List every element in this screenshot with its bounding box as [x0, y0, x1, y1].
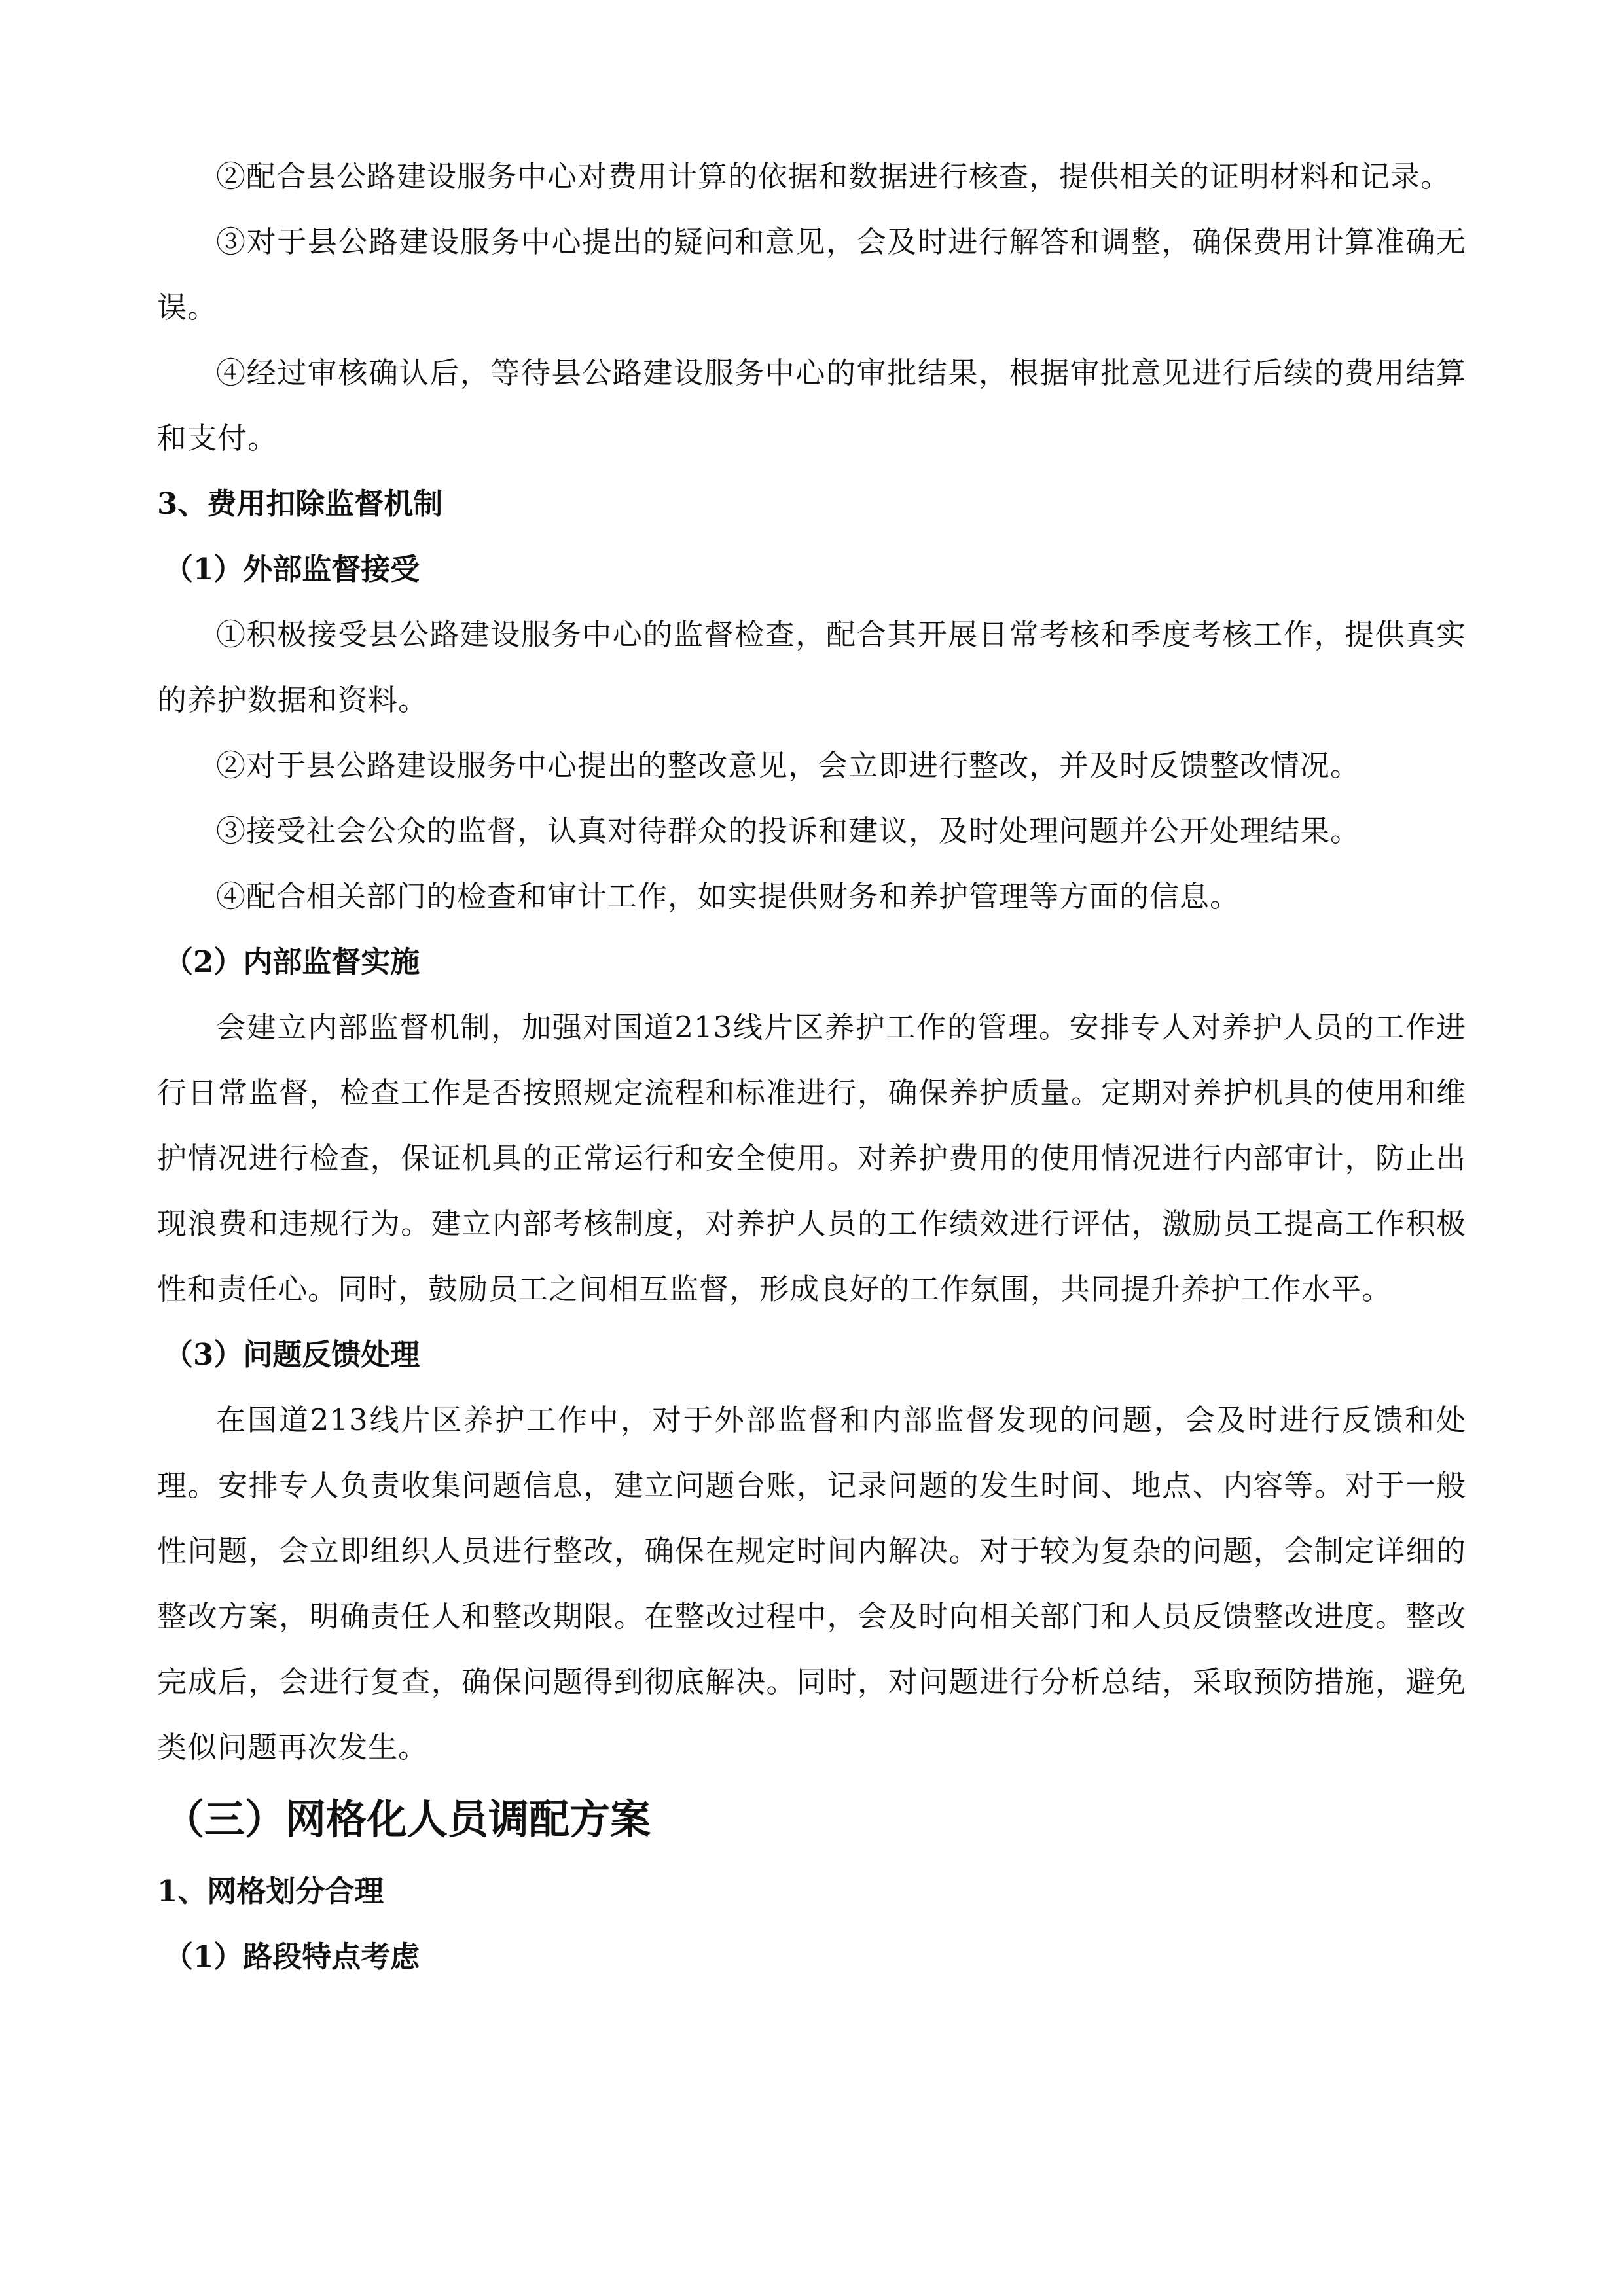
heading-road-features: （1）路段特点考虑: [164, 1939, 420, 1974]
heading-grid-division: 1、网格划分合理: [157, 1874, 384, 1909]
paragraph-answer-questions: ③对于县公路建设服务中心提出的疑问和意见，会及时进行解答和调整，确保费用计算准确无误。: [157, 224, 1466, 325]
document-page: [157, 144, 1466, 1990]
paragraph-accept-inspection: ①积极接受县公路建设服务中心的监督检查，配合其开展日常考核和季度考核工作，提供真实的养护数据和资料。: [157, 617, 1466, 717]
paragraph-issue-handling: 在国道213线片区养护工作中，对于外部监督和内部监督发现的问题，会及时进行反馈和处理。安排专人负责收集问题信息，建立问题台账，记录问题的发生时间、地点、内容等。对于一般性问题，会立即组织人员进行整改，确保在规定时间内解决。对于较为复杂的问题，会制定详细的整改方案，明确责任人和整改期限。在整改过程中，会及时向相关部门和人员反馈整改进度。整改完成后，会进行复查，确保问题得到彻底解决。同时，对问题进行分析总结，采取预防措施，避免类似问题再次发生。: [157, 1403, 1466, 1765]
heading-fee-deduction-supervision: 3、费用扣除监督机制: [157, 486, 443, 521]
paragraph-await-approval: ④经过审核确认后，等待县公路建设服务中心的审批结果，根据审批意见进行后续的费用结算和支付。: [157, 355, 1466, 456]
heading-external-supervision: （1）外部监督接受: [164, 552, 420, 586]
paragraph-internal-mechanism: 会建立内部监督机制，加强对国道213线片区养护工作的管理。安排专人对养护人员的工作进行日常监督，检查工作是否按照规定流程和标准进行，确保养护质量。定期对养护机具的使用和维护情况进行检查，保证机具的正常运行和安全使用。对养护费用的使用情况进行内部审计，防止出现浪费和违规行为。建立内部考核制度，对养护人员的工作绩效进行评估，激励员工提高工作积极性和责任心。同时，鼓励员工之间相互监督，形成良好的工作氛围，共同提升养护工作水平。: [157, 1010, 1466, 1306]
paragraph-verify-basis: ②配合县公路建设服务中心对费用计算的依据和数据进行核查，提供相关的证明材料和记录。: [216, 159, 1451, 194]
paragraph-public-supervision: ③接受社会公众的监督，认真对待群众的投诉和建议，及时处理问题并公开处理结果。: [216, 814, 1361, 848]
paragraph-audit-cooperation: ④配合相关部门的检查和审计工作，如实提供财务和养护管理等方面的信息。: [216, 879, 1240, 914]
heading-grid-staffing-plan: （三）网格化人员调配方案: [164, 1795, 651, 1843]
paragraph-rectification: ②对于县公路建设服务中心提出的整改意见，会立即进行整改，并及时反馈整改情况。: [216, 748, 1361, 783]
heading-issue-feedback: （3）问题反馈处理: [164, 1337, 420, 1372]
heading-internal-supervision: （2）内部监督实施: [164, 944, 420, 979]
